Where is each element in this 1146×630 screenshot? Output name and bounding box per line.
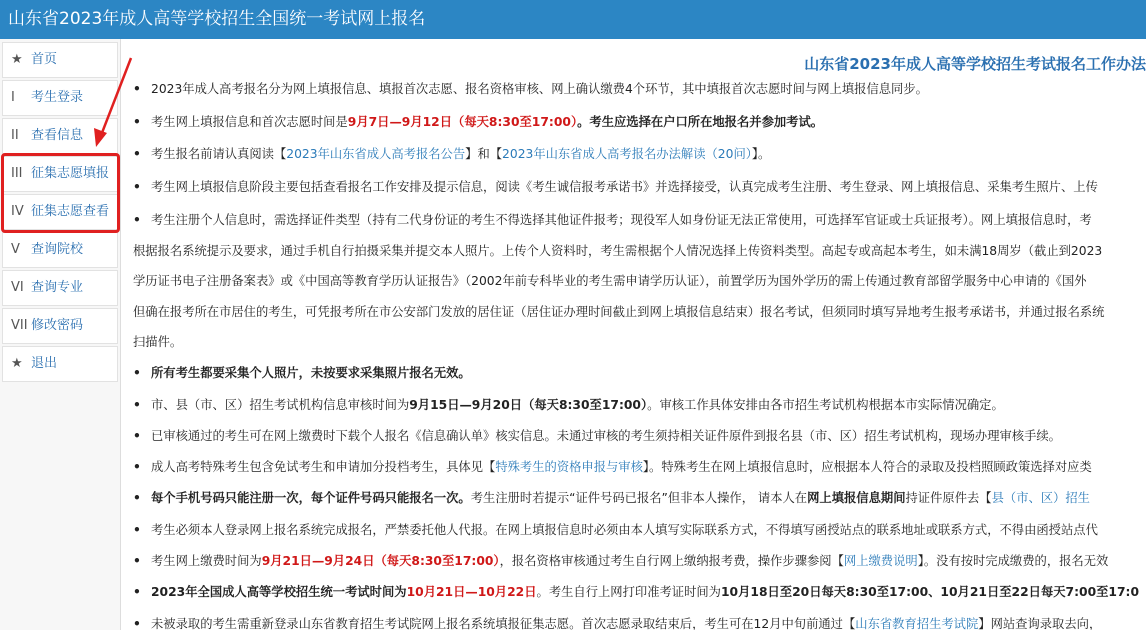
list-item-continuation: [133, 271, 1087, 291]
list-item-text: 学历证书电子注册备案表》或《中国高等教育学历认证报告》（2002年前专科毕业的考生需申请学历认证），前置学历为国外学历的需上传通过教育部留学服务中心申请的《国外: [133, 274, 1087, 288]
star-icon: ★: [11, 52, 23, 67]
highlight-date: 9月7日—9月12日（每天8:30至17:00）: [347, 115, 578, 129]
bullet-icon: •: [133, 213, 141, 227]
bullet-icon: •: [133, 429, 141, 443]
sidebar-item-numeral: VII: [11, 318, 28, 333]
sidebar-item-label: 退出: [31, 356, 58, 371]
link-payment-guide[interactable]: 网上缴费说明: [843, 554, 918, 568]
sidebar-item-query-schools[interactable]: [2, 232, 118, 268]
bullet-icon: •: [133, 585, 141, 599]
bullet-icon: •: [133, 147, 141, 161]
sidebar-item-numeral: I: [11, 90, 15, 105]
list-item-continuation: [133, 241, 1102, 261]
list-item-text: 考生网上填报信息阶段主要包括查看报名工作安排及提示信息，阅读《考生诚信报考承诺书》并选择接受，认真完成考生注册、考生登录、网上填报信息、采集考生照片、上传: [151, 180, 1098, 194]
list-item: [133, 112, 823, 132]
list-item: [133, 363, 471, 383]
bullet-icon: •: [133, 554, 141, 568]
sidebar-item-view-info[interactable]: [2, 118, 118, 154]
list-item-text: 持证件原件去【: [905, 491, 992, 505]
list-item-text: 网上填报信息期间: [807, 491, 906, 505]
list-item-text: 考生网上填报信息和首次志愿时间是: [151, 115, 348, 129]
sidebar-item-logout[interactable]: [2, 346, 118, 382]
highlight-date: 9月15日—9月20日（每天8:30至17:00）: [409, 398, 648, 412]
bullet-icon: •: [133, 523, 141, 537]
main-content: [121, 39, 1146, 630]
list-item-text: 所有考生都要采集个人照片，未按要求采集照片报名无效。: [151, 366, 471, 380]
list-item: [133, 210, 1092, 230]
list-item-text: 2023年成人高考报名分为网上填报信息、填报首次志愿、报名资格审核、网上确认缴费4个环节，其中填报首次志愿时间与网上填报信息同步。: [151, 82, 928, 96]
list-item: [133, 395, 1004, 415]
list-item-text: 】网站查询录取去向，: [978, 617, 1102, 630]
list-item-text: 】。: [751, 147, 771, 161]
list-item-continuation: [133, 332, 182, 352]
sidebar-item-numeral: VI: [11, 280, 24, 295]
sidebar-item-view-supplementary[interactable]: [2, 194, 118, 230]
link-interpretation[interactable]: 2023年山东省成人高考报名办法解读（20问）: [502, 147, 752, 161]
sidebar-item-label: 首页: [31, 52, 58, 67]
list-item: [133, 582, 1139, 602]
highlight-date: 10月21日—10月22日: [406, 585, 537, 599]
bullet-icon: •: [133, 617, 141, 630]
sidebar-item-login[interactable]: [2, 80, 118, 116]
list-item-text: 考生注册个人信息时，需选择证件类型（持有二代身份证的考生不得选择其他证件报考；现役军人如身份证无法正常使用，可选择军官证或士兵证报考）。网上填报信息时，考: [151, 213, 1092, 227]
sidebar: [0, 39, 121, 630]
list-item: [133, 457, 1092, 477]
bullet-icon: •: [133, 491, 141, 505]
sidebar-item-fill-supplementary[interactable]: [2, 156, 118, 192]
sidebar-item-query-majors[interactable]: [2, 270, 118, 306]
list-item-text: 】。没有按时完成缴费的，报名无效: [917, 554, 1109, 568]
list-item: [133, 177, 1098, 197]
link-exam-institute[interactable]: 山东省教育招生考试院: [855, 617, 979, 630]
list-item-text: ，报名资格审核通过考生自行网上缴纳报考费，操作步骤参阅【: [499, 554, 844, 568]
list-item-text: 考生必须本人登录网上报名系统完成报名，严禁委托他人代报。在网上填报信息时必须由本人填写实际联系方式，不得填写函授站点的联系地址或联系方式，不得由函授站点代: [151, 523, 1098, 537]
star-icon: ★: [11, 356, 23, 371]
list-item-text: 但确在报考所在市居住的考生，可凭报考所在市公安部门发放的居住证（居住证办理时间截止到网上填报信息结束）报名考试，但须同时填写异地考生报考承诺书，并通过报名系统: [133, 305, 1105, 319]
page-header: [0, 0, 1146, 39]
link-announcement[interactable]: 2023年山东省成人高考报名公告: [286, 147, 466, 161]
list-item-text: 根据报名系统提示及要求，通过手机自行拍摄采集并提交本人照片。上传个人资料时，考生需根据个人情况选择上传资料类型。高起专或高起本考生，如未满18周岁（截止到2023: [133, 244, 1103, 258]
sidebar-item-numeral: II: [11, 128, 19, 143]
list-item-continuation: [133, 302, 1104, 322]
sidebar-item-numeral: V: [11, 242, 20, 257]
page-title: 山东省2023年成人高等学校招生考试报名工作办法: [804, 55, 1146, 73]
sidebar-item-label: 考生登录: [31, 90, 84, 105]
link-county-office[interactable]: 县（市、区）招生: [991, 491, 1090, 505]
list-item-text: 成人高考特殊考生包含免试考生和申请加分投档考生，具体见【: [151, 460, 496, 474]
sidebar-item-home[interactable]: [2, 42, 118, 78]
list-item-text: 。考生应选择在户口所在地报名并参加考试。: [577, 115, 824, 129]
list-item-text: 市、县（市、区）招生考试机构信息审核时间为: [151, 398, 410, 412]
list-item-text: 考生报名前请认真阅读【: [151, 147, 287, 161]
list-item-text: 。审核工作具体安排由各市招生考试机构根据本市实际情况确定。: [647, 398, 1004, 412]
list-item: [133, 144, 770, 164]
sidebar-item-numeral: IV: [11, 204, 24, 219]
link-special-candidates[interactable]: 特殊考生的资格申报与审核: [495, 460, 643, 474]
bullet-icon: •: [133, 398, 141, 412]
list-item-text: 】和【: [465, 147, 503, 161]
sidebar-item-change-password[interactable]: [2, 308, 118, 344]
list-item: [133, 520, 1098, 540]
bullet-icon: •: [133, 115, 141, 129]
list-item-text: 每个手机号码只能注册一次，每个证件号码只能报名一次。: [151, 491, 471, 505]
list-item: [133, 614, 1101, 630]
sidebar-item-numeral: III: [11, 166, 23, 181]
bullet-icon: •: [133, 460, 141, 474]
list-item-text: 已审核通过的考生可在网上缴费时下载个人报名《信息确认单》核实信息。未通过审核的考生须持相关证件原件到报名县（市、区）招生考试机构，现场办理审核手续。: [151, 429, 1061, 443]
list-item-text: 2023年全国成人高等学校招生统一考试时间为: [151, 585, 407, 599]
highlight-date: 9月21日—9月24日（每天8:30至17:00）: [261, 554, 500, 568]
bullet-icon: •: [133, 366, 141, 380]
list-item: [133, 488, 1090, 508]
list-item-text: 考生注册时若提示“证件号码已报名”但非本人操作， 请本人在: [470, 491, 808, 505]
sidebar-item-label: 修改密码: [31, 318, 84, 333]
sidebar-item-label: 查看信息: [31, 128, 84, 143]
list-item-text: 考生网上缴费时间为: [151, 554, 262, 568]
list-item-text: 扫描件。: [133, 335, 183, 349]
list-item-text: 未被录取的考生需重新登录山东省教育招生考试院网上报名系统填报征集志愿。首次志愿录取结束后，考生可在12月中旬前通过【: [151, 617, 856, 630]
list-item: [133, 426, 1061, 446]
list-item: [133, 79, 928, 99]
sidebar-item-label: 征集志愿查看: [31, 204, 110, 219]
bullet-icon: •: [133, 82, 141, 96]
list-item-text: 。考生自行上网打印准考证时间为: [536, 585, 721, 599]
sidebar-item-label: 征集志愿填报: [31, 166, 110, 181]
header-title: 山东省2023年成人高等学校招生全国统一考试网上报名: [8, 9, 426, 29]
sidebar-item-label: 查询专业: [31, 280, 84, 295]
bullet-icon: •: [133, 180, 141, 194]
list-item: [133, 551, 1108, 571]
list-item-text: 】。特殊考生在网上填报信息时，应根据本人符合的录取及投档照顾政策选择对应类: [642, 460, 1092, 474]
sidebar-item-label: 查询院校: [31, 242, 84, 257]
highlight-date: 10月18日至20日每天8:30至17:00、10月21日至22日每天7:00至17:0: [720, 585, 1140, 599]
